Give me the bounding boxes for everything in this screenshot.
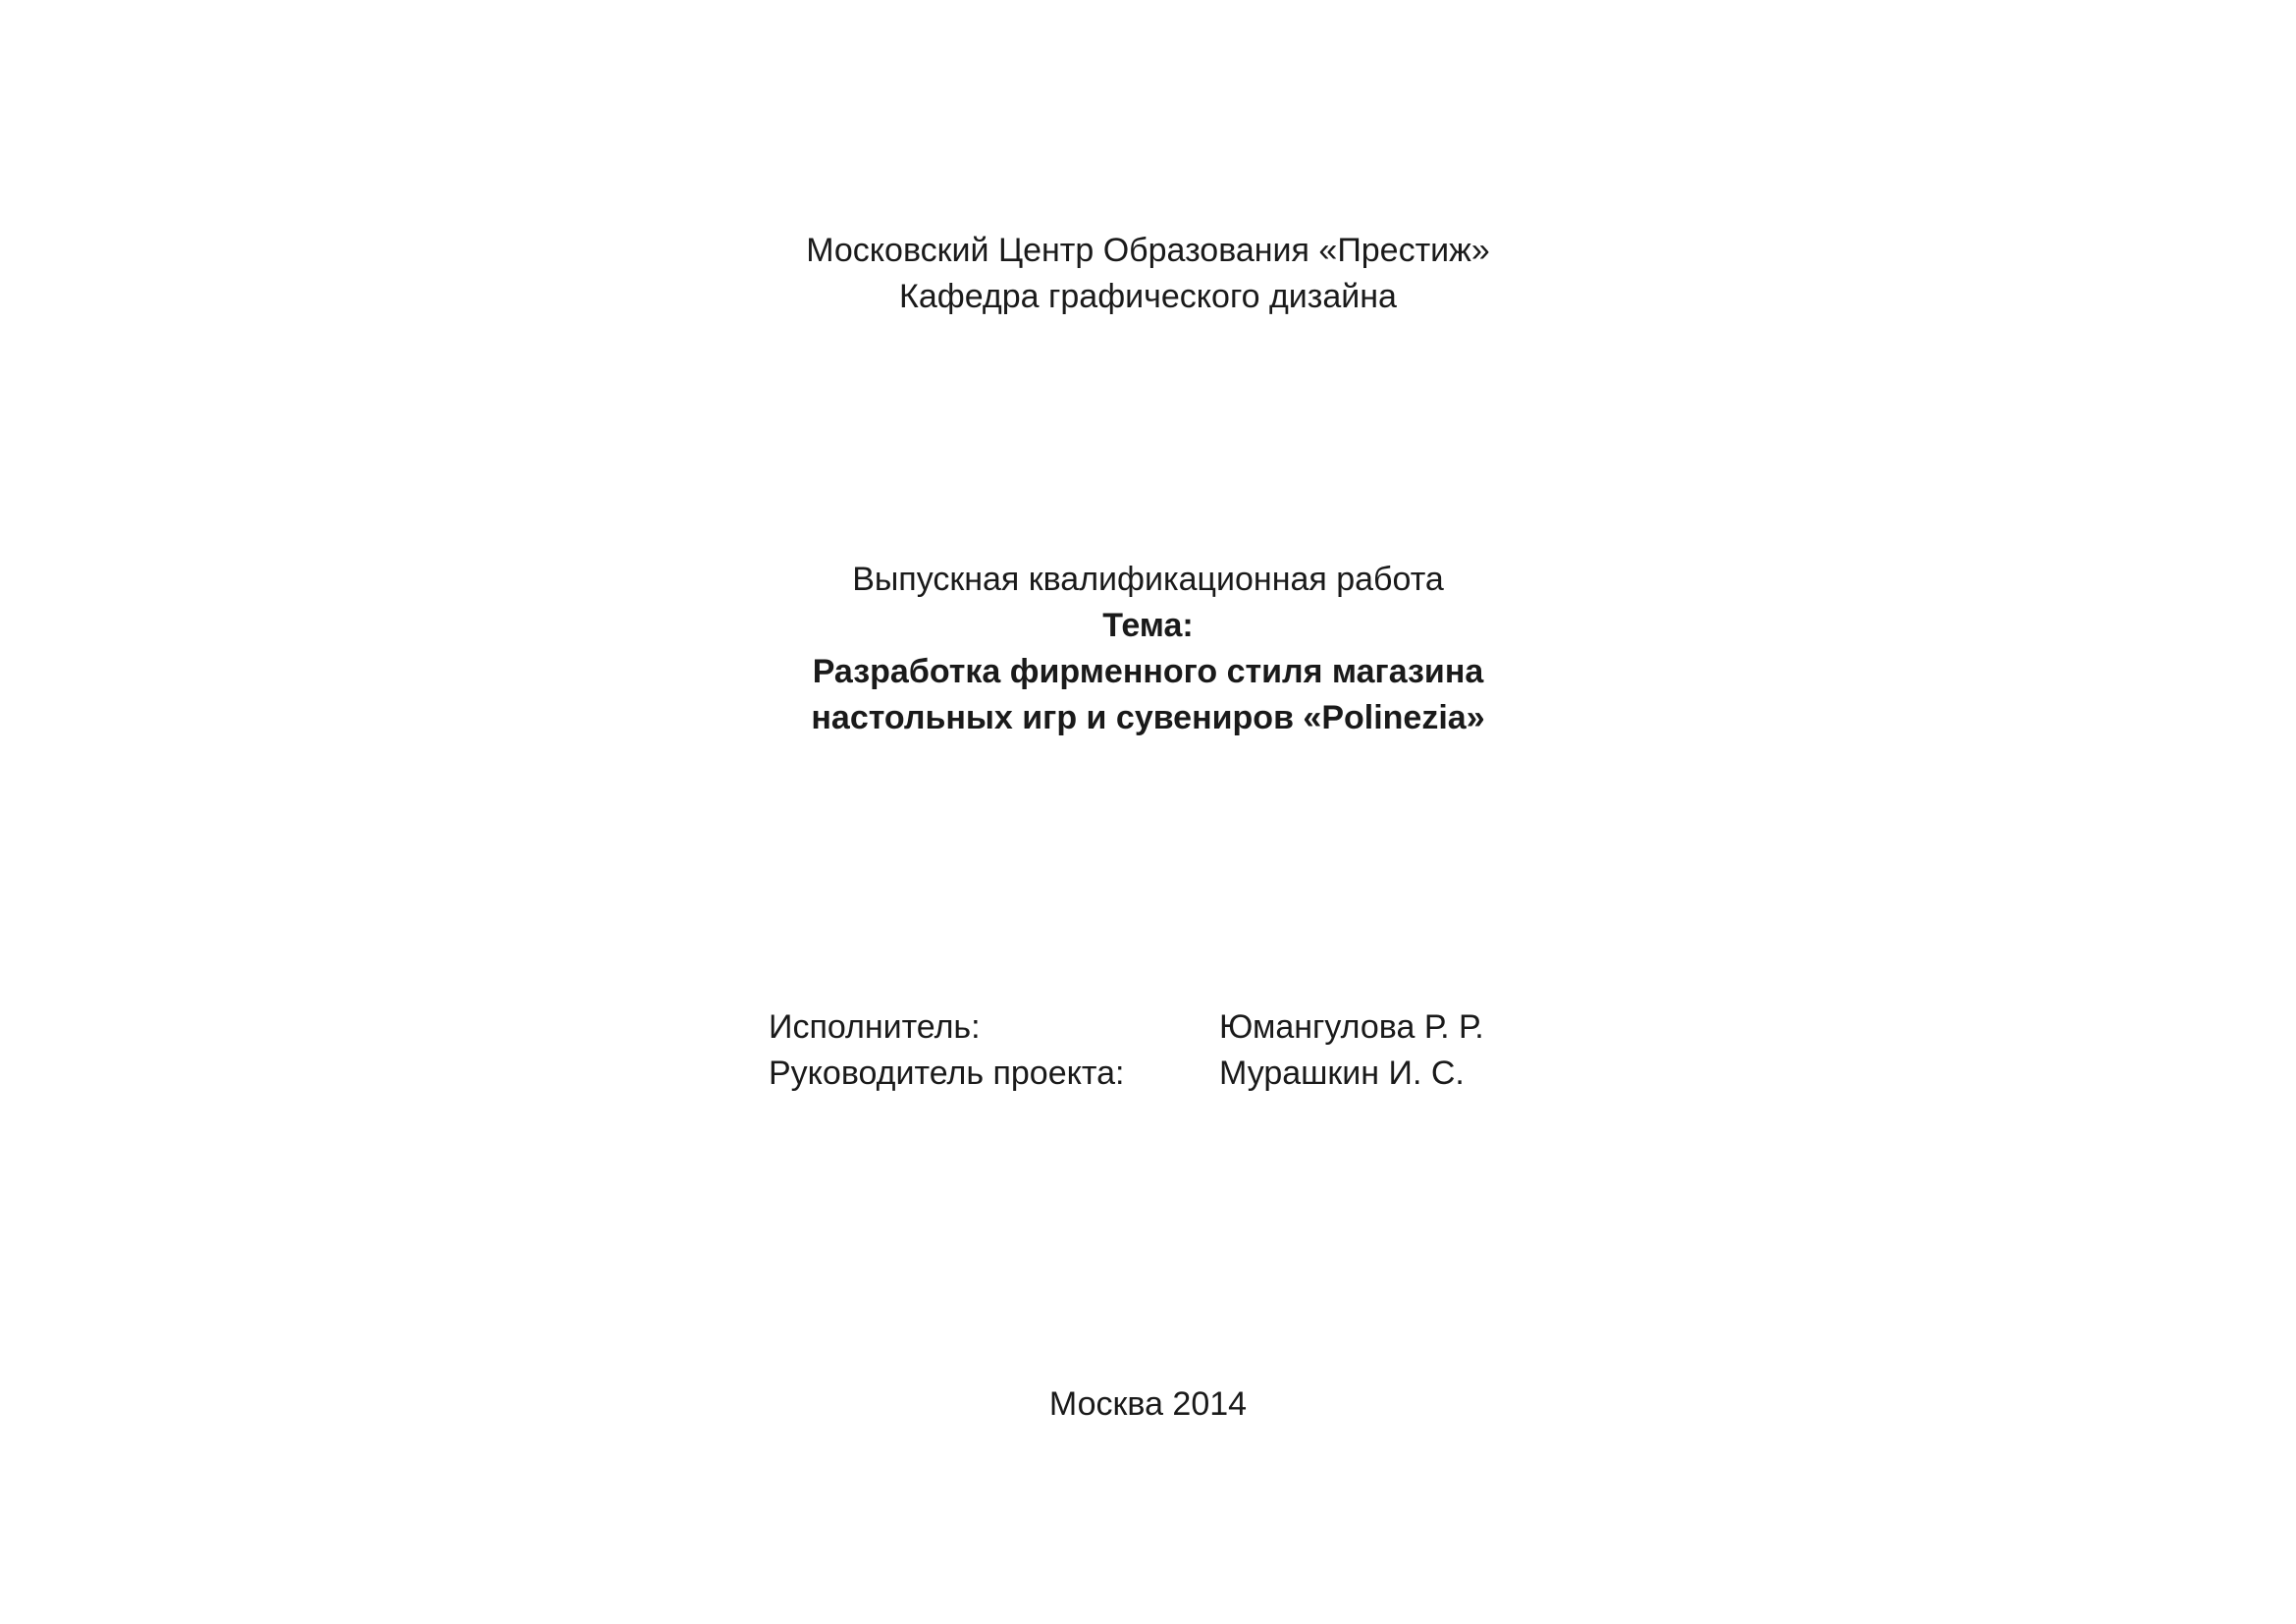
credit-row [769, 1051, 1484, 1097]
work-type: Выпускная квалификационная работа [852, 561, 1444, 598]
theme-title-line1: Разработка фирменного стиля магазина [812, 653, 1484, 690]
title-block [0, 557, 2296, 741]
credits-block [769, 1004, 1484, 1097]
department-name: Кафедра графического дизайна [899, 278, 1397, 315]
credit-role: Руководитель проекта: [769, 1055, 1125, 1092]
footer-block [0, 1381, 2296, 1428]
theme-label: Тема: [1102, 607, 1194, 644]
theme-title-line2: настольных игр и сувениров «Polinezia» [811, 699, 1485, 736]
credit-role: Исполнитель: [769, 1008, 981, 1046]
credit-name: Юмангулова Р. Р. [1219, 1008, 1484, 1046]
header-block [0, 228, 2296, 320]
credit-name: Мурашкин И. С. [1219, 1055, 1465, 1092]
credit-row [769, 1004, 1484, 1051]
city-year: Москва 2014 [1048, 1385, 1248, 1423]
institution-name: Московский Центр Образования «Престиж» [806, 232, 1490, 269]
